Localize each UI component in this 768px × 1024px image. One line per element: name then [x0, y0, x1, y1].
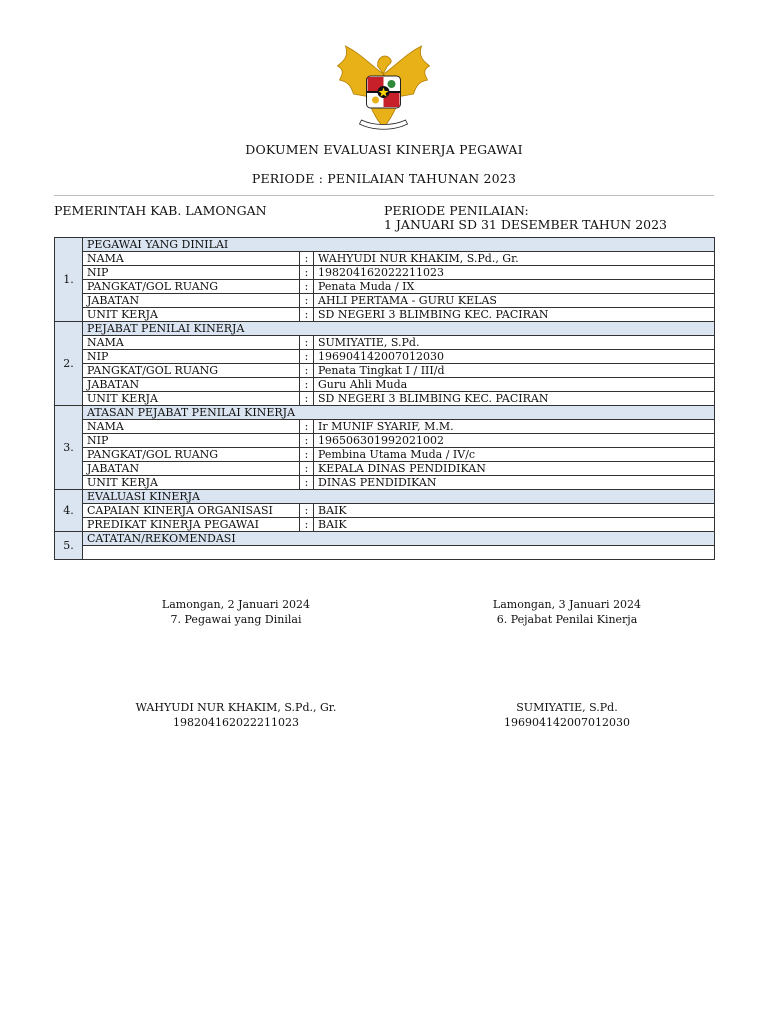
field-label: JABATAN — [83, 294, 300, 308]
field-colon: : — [300, 420, 314, 434]
field-label: PREDIKAT KINERJA PEGAWAI — [83, 518, 300, 532]
table-row — [55, 434, 715, 448]
section-title: CATATAN/REKOMENDASI — [83, 532, 715, 546]
document-title: DOKUMEN EVALUASI KINERJA PEGAWAI — [245, 142, 523, 157]
evaluation-table — [54, 237, 715, 560]
section-title: PEJABAT PENILAI KINERJA — [83, 322, 715, 336]
period-title: PERIODE : PENILAIAN TAHUNAN 2023 — [251, 171, 517, 186]
field-colon: : — [300, 280, 314, 294]
section-number: 1. — [55, 238, 83, 322]
section-title: EVALUASI KINERJA — [83, 490, 715, 504]
table-row — [55, 378, 715, 392]
field-label: CAPAIAN KINERJA ORGANISASI — [83, 504, 300, 518]
table-row — [55, 350, 715, 364]
periode-range: 1 JANUARI SD 31 DESEMBER TAHUN 2023 — [384, 217, 668, 232]
field-colon: : — [300, 518, 314, 532]
field-colon: : — [300, 462, 314, 476]
field-label: PANGKAT/GOL RUANG — [83, 448, 300, 462]
table-row — [55, 308, 715, 322]
field-colon: : — [300, 308, 314, 322]
left-signature-name: WAHYUDI NUR KHAKIM, S.Pd., Gr. — [135, 701, 337, 714]
field-label: NIP — [83, 266, 300, 280]
field-colon: : — [300, 336, 314, 350]
field-label: NIP — [83, 434, 300, 448]
field-colon: : — [300, 392, 314, 406]
table-row — [55, 280, 715, 294]
field-value: AHLI PERTAMA - GURU KELAS — [314, 294, 715, 308]
section-number: 2. — [55, 322, 83, 406]
field-colon: : — [300, 364, 314, 378]
garuda-emblem-icon — [333, 44, 434, 132]
field-colon: : — [300, 476, 314, 490]
field-colon: : — [300, 504, 314, 518]
left-signature-role: 7. Pegawai yang Dinilai — [170, 613, 302, 626]
section-header-row — [55, 238, 715, 252]
table-row — [55, 336, 715, 350]
section-number: 5. — [55, 532, 83, 560]
table-row — [55, 462, 715, 476]
divider — [54, 195, 714, 196]
table-row — [55, 392, 715, 406]
field-label: PANGKAT/GOL RUANG — [83, 364, 300, 378]
table-row — [55, 266, 715, 280]
periode-label: PERIODE PENILAIAN: — [384, 203, 529, 218]
field-value: 196506301992021002 — [314, 434, 715, 448]
table-row — [55, 448, 715, 462]
table-row — [55, 476, 715, 490]
right-signature-date: Lamongan, 3 Januari 2024 — [492, 598, 642, 611]
table-row — [55, 252, 715, 266]
field-label: NAMA — [83, 420, 300, 434]
field-value: SD NEGERI 3 BLIMBING KEC. PACIRAN — [314, 308, 715, 322]
field-value: Guru Ahli Muda — [314, 378, 715, 392]
right-signature-nip: 196904142007012030 — [504, 716, 630, 729]
field-value: Ir MUNIF SYARIF, M.M. — [314, 420, 715, 434]
field-value: KEPALA DINAS PENDIDIKAN — [314, 462, 715, 476]
field-value: SD NEGERI 3 BLIMBING KEC. PACIRAN — [314, 392, 715, 406]
field-colon: : — [300, 266, 314, 280]
field-label: NIP — [83, 350, 300, 364]
field-label: JABATAN — [83, 378, 300, 392]
field-value: 198204162022211023 — [314, 266, 715, 280]
field-label: UNIT KERJA — [83, 392, 300, 406]
section-number: 3. — [55, 406, 83, 490]
field-colon: : — [300, 350, 314, 364]
field-value: WAHYUDI NUR KHAKIM, S.Pd., Gr. — [314, 252, 715, 266]
table-row — [55, 364, 715, 378]
table-row — [55, 420, 715, 434]
right-signature-role: 6. Pejabat Penilai Kinerja — [496, 613, 638, 626]
section-header-row — [55, 322, 715, 336]
section-header-row — [55, 532, 715, 546]
field-value: Penata Muda / IX — [314, 280, 715, 294]
field-value: 196904142007012030 — [314, 350, 715, 364]
field-colon: : — [300, 378, 314, 392]
section-title: PEGAWAI YANG DINILAI — [83, 238, 715, 252]
section-header-row — [55, 406, 715, 420]
notes-row — [55, 546, 715, 560]
field-label: NAMA — [83, 336, 300, 350]
field-colon: : — [300, 252, 314, 266]
left-signature-nip: 198204162022211023 — [173, 716, 299, 729]
field-colon: : — [300, 294, 314, 308]
instansi-label: PEMERINTAH KAB. LAMONGAN — [54, 203, 267, 218]
field-label: PANGKAT/GOL RUANG — [83, 280, 300, 294]
field-colon: : — [300, 448, 314, 462]
field-value: DINAS PENDIDIKAN — [314, 476, 715, 490]
field-value: BAIK — [314, 518, 715, 532]
section-header-row — [55, 490, 715, 504]
table-row — [55, 518, 715, 532]
field-value: Pembina Utama Muda / IV/c — [314, 448, 715, 462]
field-label: UNIT KERJA — [83, 476, 300, 490]
field-label: JABATAN — [83, 462, 300, 476]
field-value: BAIK — [314, 504, 715, 518]
field-label: UNIT KERJA — [83, 308, 300, 322]
field-value: Penata Tingkat I / III/d — [314, 364, 715, 378]
table-row — [55, 294, 715, 308]
field-label: NAMA — [83, 252, 300, 266]
field-value: SUMIYATIE, S.Pd. — [314, 336, 715, 350]
section-number: 4. — [55, 490, 83, 532]
right-signature-name: SUMIYATIE, S.Pd. — [516, 701, 618, 714]
notes-cell — [83, 546, 715, 560]
table-row — [55, 504, 715, 518]
field-colon: : — [300, 434, 314, 448]
left-signature-date: Lamongan, 2 Januari 2024 — [161, 598, 311, 611]
section-title: ATASAN PEJABAT PENILAI KINERJA — [83, 406, 715, 420]
